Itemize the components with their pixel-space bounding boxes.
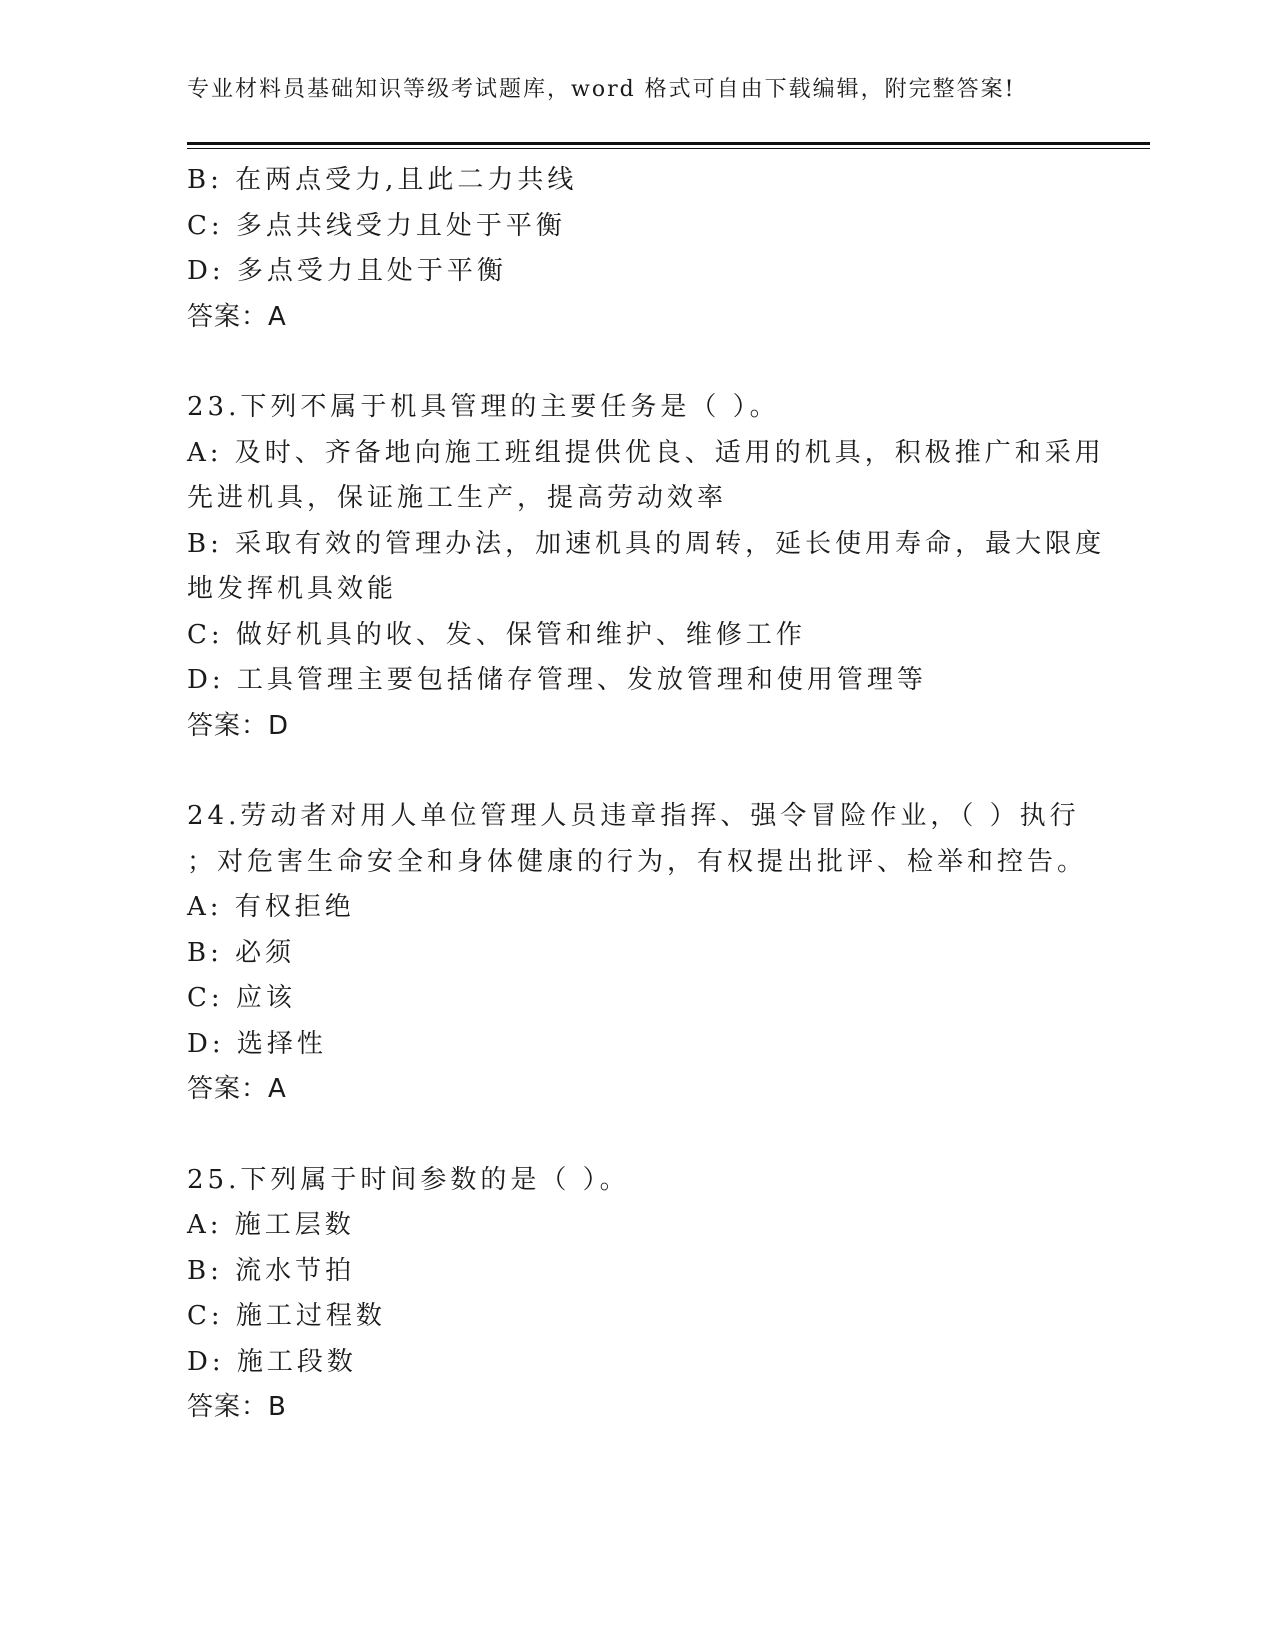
answer-line: 答案：B: [187, 1392, 287, 1422]
header-rule-thick: [187, 142, 1150, 145]
option-line: B: 采取有效的管理办法，加速机具的周转，延长使用寿命，最大限度: [187, 528, 1106, 559]
answer-line: 答案：A: [187, 1074, 287, 1104]
question-stem: ；对危害生命安全和身体健康的行为，有权提出批评、检举和控告。: [187, 846, 1088, 877]
answer-line: 答案：D: [187, 710, 290, 741]
option-line: C: 施工过程数: [187, 1301, 386, 1331]
option-line: B: 流水节拍: [187, 1255, 356, 1286]
option-line: C: 应该: [187, 983, 296, 1013]
question-content: [187, 158, 1106, 1431]
question-block: [187, 1158, 1087, 1431]
option-line: D: 工具管理主要包括储存管理、发放管理和使用管理等: [187, 665, 927, 695]
option-line: A: 施工层数: [187, 1210, 355, 1240]
option-line: D: 施工段数: [187, 1346, 357, 1377]
page-header: 专业材料员基础知识等级考试题库，word 格式可自由下载编辑，附完整答案!: [187, 77, 1016, 102]
question-stem: 23.下列不属于机具管理的主要任务是（ ）。: [187, 392, 780, 422]
option-line: C: 做好机具的收、发、保管和维护、维修工作: [187, 619, 806, 650]
header-rule-thin: [187, 148, 1150, 149]
option-line: D: 多点受力且处于平衡: [187, 256, 507, 286]
option-line: B: 必须: [187, 937, 296, 968]
option-line: A: 有权拒绝: [187, 892, 355, 922]
option-line: D: 选择性: [187, 1028, 327, 1059]
option-line: C: 多点共线受力且处于平衡: [187, 210, 566, 241]
option-line: B: 在两点受力,且此二力共线: [187, 165, 578, 195]
question-block: [187, 385, 1106, 749]
answer-line: 答案：A: [187, 301, 287, 332]
question-block: [187, 794, 1087, 1113]
option-line: A: 及时、齐备地向施工班组提供优良、适用的机具，积极推广和采用: [187, 437, 1105, 468]
question-stem: 24.劳动者对用人单位管理人员违章指挥、强令冒险作业，（ ）执行: [187, 801, 1080, 831]
option-line: 地发挥机具效能: [187, 574, 398, 604]
question-stem: 25.下列属于时间参数的是（ ）。: [187, 1164, 630, 1195]
option-line: 先进机具，保证施工生产，提高劳动效率: [187, 483, 728, 513]
question-block: [187, 158, 1087, 340]
